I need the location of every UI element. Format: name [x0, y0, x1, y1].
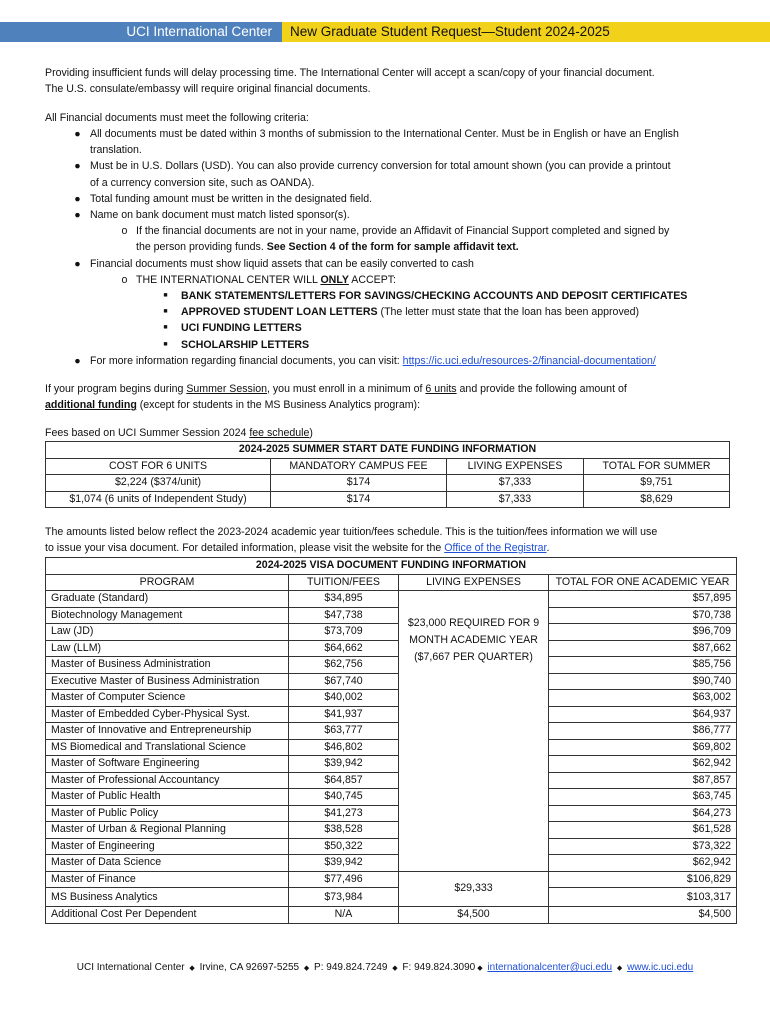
tuition-cell: $40,745	[289, 789, 399, 806]
footer-phone: P: 949.824.7249	[314, 962, 388, 973]
registrar-link[interactable]: Office of the Registrar	[444, 541, 547, 554]
table-row	[46, 739, 737, 756]
footer-org: UCI International Center	[76, 962, 185, 973]
bullet-icon: ●	[74, 209, 81, 222]
tuition-cell: $63,777	[289, 723, 399, 740]
criteria-bullet-name: ● Name on bank document must match listed sponsor(s).	[45, 207, 735, 223]
total-cell: $62,942	[549, 855, 737, 872]
tuition-cell: $67,740	[289, 673, 399, 690]
table-row	[46, 855, 737, 872]
tuition-cell: $39,942	[289, 855, 399, 872]
table-cell: $7,333	[447, 491, 584, 508]
header-form-title: New Graduate Student Request—Student 2024-2025	[282, 22, 770, 42]
tuition-cell: $62,756	[289, 657, 399, 674]
square-bullet-icon: ■	[163, 340, 168, 348]
table-header-row	[46, 458, 730, 475]
living-expenses-cell: $23,000 REQUIRED FOR 9 MONTH ACADEMIC YEAR ($7,667 PER QUARTER)	[399, 591, 549, 872]
table-row	[46, 888, 737, 907]
total-cell: $64,937	[549, 706, 737, 723]
program-cell: Master of Engineering	[46, 838, 289, 855]
program-cell: Master of Business Administration	[46, 657, 289, 674]
program-cell: Biotechnology Management	[46, 607, 289, 624]
program-cell: Master of Innovative and Entrepreneurship	[46, 723, 289, 740]
living-cell: $4,500	[399, 907, 549, 924]
footer-address: Irvine, CA 92697-5255	[199, 962, 300, 973]
fee-schedule-link[interactable]: fee schedule	[249, 427, 310, 440]
bullet-icon: ●	[74, 257, 81, 270]
diamond-separator-icon: ◆	[392, 965, 398, 972]
total-cell: $4,500	[549, 907, 737, 924]
square-bullet-icon: ■	[163, 292, 168, 300]
program-cell: Master of Data Science	[46, 855, 289, 872]
table-row	[46, 475, 730, 492]
program-cell: MS Business Analytics	[46, 888, 289, 907]
table-row	[46, 723, 737, 740]
total-cell: $90,740	[549, 673, 737, 690]
total-cell: $86,777	[549, 723, 737, 740]
bullet-icon: ●	[74, 192, 81, 205]
criteria-bullet-dated: ● All documents must be dated within 3 months of submission to the International Center. Must be in English or have an English translation.	[45, 126, 735, 158]
total-cell: $57,895	[549, 591, 737, 608]
circle-bullet-icon: o	[121, 273, 128, 286]
tuition-cell: $77,496	[289, 871, 399, 888]
financial-documentation-link[interactable]: https://ic.uci.edu/resources-2/financial-documentation/	[402, 354, 656, 367]
document-body	[45, 66, 735, 924]
column-header: COST FOR 6 UNITS	[46, 458, 271, 475]
table-cell: $174	[271, 491, 447, 508]
table-header-row	[46, 574, 737, 591]
footer-email-link[interactable]: internationalcenter@uci.edu	[487, 962, 613, 973]
program-cell: Law (JD)	[46, 624, 289, 641]
table-row	[46, 673, 737, 690]
program-cell: Master of Finance	[46, 871, 289, 888]
table-cell: $8,629	[584, 491, 730, 508]
circle-bullet-icon: o	[121, 225, 128, 238]
criteria-sub-affidavit: o If the financial documents are not in your name, provide an Affidavit of Financial Support completed and signed by the person providing funds. See Section 4 of the form for sample affidavit text.	[45, 223, 735, 255]
page-footer	[0, 962, 770, 973]
table-row	[46, 772, 737, 789]
tuition-cell: $34,895	[289, 591, 399, 608]
program-cell: MS Biomedical and Translational Science	[46, 739, 289, 756]
column-header: PROGRAM	[46, 574, 289, 591]
program-cell: Additional Cost Per Dependent	[46, 907, 289, 924]
tuition-cell: $38,528	[289, 822, 399, 839]
table-cell: $1,074 (6 units of Independent Study)	[46, 491, 271, 508]
table-row	[46, 838, 737, 855]
table-cell: $2,224 ($374/unit)	[46, 475, 271, 492]
column-header: LIVING EXPENSES	[447, 458, 584, 475]
bullet-icon: ●	[74, 354, 81, 367]
criteria-bullet-liquid: ● Financial documents must show liquid assets that can be easily converted to cash	[45, 256, 735, 272]
square-bullet-icon: ■	[163, 324, 168, 332]
program-cell: Executive Master of Business Administration	[46, 673, 289, 690]
program-cell: Law (LLM)	[46, 640, 289, 657]
table-row	[46, 907, 737, 924]
table-cell: $9,751	[584, 475, 730, 492]
diamond-separator-icon: ◆	[189, 965, 195, 972]
total-cell: $87,662	[549, 640, 737, 657]
visa-paragraph: The amounts listed below reflect the 2023-2024 academic year tuition/fees schedule. This is the tuition/fees information we will use to issue your visa document. For detailed information, please visit the website for the Office of the Registrar.	[45, 526, 658, 554]
accept-item-loan: ■ APPROVED STUDENT LOAN LETTERS (The letter must state that the loan has been approved)	[45, 304, 735, 320]
program-cell: Master of Public Health	[46, 789, 289, 806]
intro-line-1: Providing insufficient funds will delay processing time. The International Center will accept a scan/copy of your financial document.	[45, 67, 655, 79]
tuition-cell: $64,857	[289, 772, 399, 789]
criteria-bullet-total: ● Total funding amount must be written in the designated field.	[45, 191, 735, 207]
total-cell: $73,322	[549, 838, 737, 855]
total-cell: $61,528	[549, 822, 737, 839]
table-row	[46, 756, 737, 773]
diamond-separator-icon: ◆	[303, 965, 310, 972]
summer-table-title: 2024-2025 SUMMER START DATE FUNDING INFORMATION	[46, 442, 730, 459]
summer-paragraph: If your program begins during Summer Session, you must enroll in a minimum of 6 units and provide the following amount of additional funding (except for students in the MS Business Analytics program):	[45, 383, 627, 412]
tuition-cell: $47,738	[289, 607, 399, 624]
table-row	[46, 607, 737, 624]
table-cell: $7,333	[447, 475, 584, 492]
tuition-cell: $73,984	[289, 888, 399, 907]
table-row	[46, 690, 737, 707]
criteria-heading: All Financial documents must meet the following criteria:	[45, 112, 309, 124]
table-row	[46, 491, 730, 508]
tuition-cell: $50,322	[289, 838, 399, 855]
header-org-title: UCI International Center	[0, 22, 282, 42]
bullet-icon: ●	[74, 160, 81, 173]
accept-item-bank: ■ BANK STATEMENTS/LETTERS FOR SAVINGS/CHECKING ACCOUNTS AND DEPOSIT CERTIFICATES	[45, 288, 735, 304]
diamond-separator-icon: ◆	[477, 965, 483, 972]
table-row	[46, 640, 737, 657]
tuition-cell: $40,002	[289, 690, 399, 707]
table-row	[46, 706, 737, 723]
total-cell: $85,756	[549, 657, 737, 674]
program-cell: Master of Software Engineering	[46, 756, 289, 773]
criteria-bullet-usd: ● Must be in U.S. Dollars (USD). You can also provide currency conversion for total amount shown (you can provide a printout of a currency conversion site, such as OANDA).	[45, 158, 735, 190]
total-cell: $87,857	[549, 772, 737, 789]
total-cell: $69,802	[549, 739, 737, 756]
tuition-cell: $46,802	[289, 739, 399, 756]
visa-table-title: 2024-2025 VISA DOCUMENT FUNDING INFORMATION	[46, 558, 737, 575]
program-cell: Master of Professional Accountancy	[46, 772, 289, 789]
total-cell: $63,745	[549, 789, 737, 806]
diamond-separator-icon: ◆	[616, 965, 623, 972]
program-cell: Master of Embedded Cyber-Physical Syst.	[46, 706, 289, 723]
column-header: TUITION/FEES	[289, 574, 399, 591]
column-header: TOTAL FOR ONE ACADEMIC YEAR	[549, 574, 737, 591]
table-row	[46, 657, 737, 674]
table-row	[46, 805, 737, 822]
criteria-sub-accept: o THE INTERNATIONAL CENTER WILL ONLY ACCEPT:	[45, 272, 735, 288]
column-header: MANDATORY CAMPUS FEE	[271, 458, 447, 475]
total-cell: $62,942	[549, 756, 737, 773]
program-cell: Master of Urban & Regional Planning	[46, 822, 289, 839]
column-header: LIVING EXPENSES	[399, 574, 549, 591]
program-cell: Graduate (Standard)	[46, 591, 289, 608]
fees-note: Fees based on UCI Summer Session 2024 fee schedule)	[45, 427, 313, 440]
total-cell: $103,317	[549, 888, 737, 907]
total-cell: $64,273	[549, 805, 737, 822]
footer-fax: F: 949.824.3090	[402, 962, 476, 973]
footer-website-link[interactable]: www.ic.uci.edu	[627, 962, 694, 973]
summer-funding-table	[45, 441, 730, 508]
column-header: TOTAL FOR SUMMER	[584, 458, 730, 475]
table-row	[46, 871, 737, 888]
square-bullet-icon: ■	[163, 308, 168, 316]
total-cell: $63,002	[549, 690, 737, 707]
tuition-cell: N/A	[289, 907, 399, 924]
table-row	[46, 822, 737, 839]
table-row	[46, 789, 737, 806]
program-cell: Master of Computer Science	[46, 690, 289, 707]
living-expenses-finance-cell: $29,333	[399, 871, 549, 907]
tuition-cell: $73,709	[289, 624, 399, 641]
accept-item-uci: ■ UCI FUNDING LETTERS	[45, 320, 735, 336]
total-cell: $70,738	[549, 607, 737, 624]
visa-funding-table	[45, 557, 737, 924]
total-cell: $106,829	[549, 871, 737, 888]
tuition-cell: $39,942	[289, 756, 399, 773]
table-cell: $174	[271, 475, 447, 492]
table-row	[46, 624, 737, 641]
tuition-cell: $41,273	[289, 805, 399, 822]
program-cell: Master of Public Policy	[46, 805, 289, 822]
tuition-cell: $64,662	[289, 640, 399, 657]
table-row	[46, 591, 737, 608]
bullet-icon: ●	[74, 128, 81, 140]
criteria-bullet-more-info: ● For more information regarding financial documents, you can visit: https://ic.uci.edu/resources-2/financial-documentation/	[45, 353, 735, 369]
total-cell: $96,709	[549, 624, 737, 641]
intro-line-2: The U.S. consulate/embassy will require original financial documents.	[45, 82, 371, 95]
tuition-cell: $41,937	[289, 706, 399, 723]
accept-item-scholarship: ■ SCHOLARSHIP LETTERS	[45, 337, 735, 353]
